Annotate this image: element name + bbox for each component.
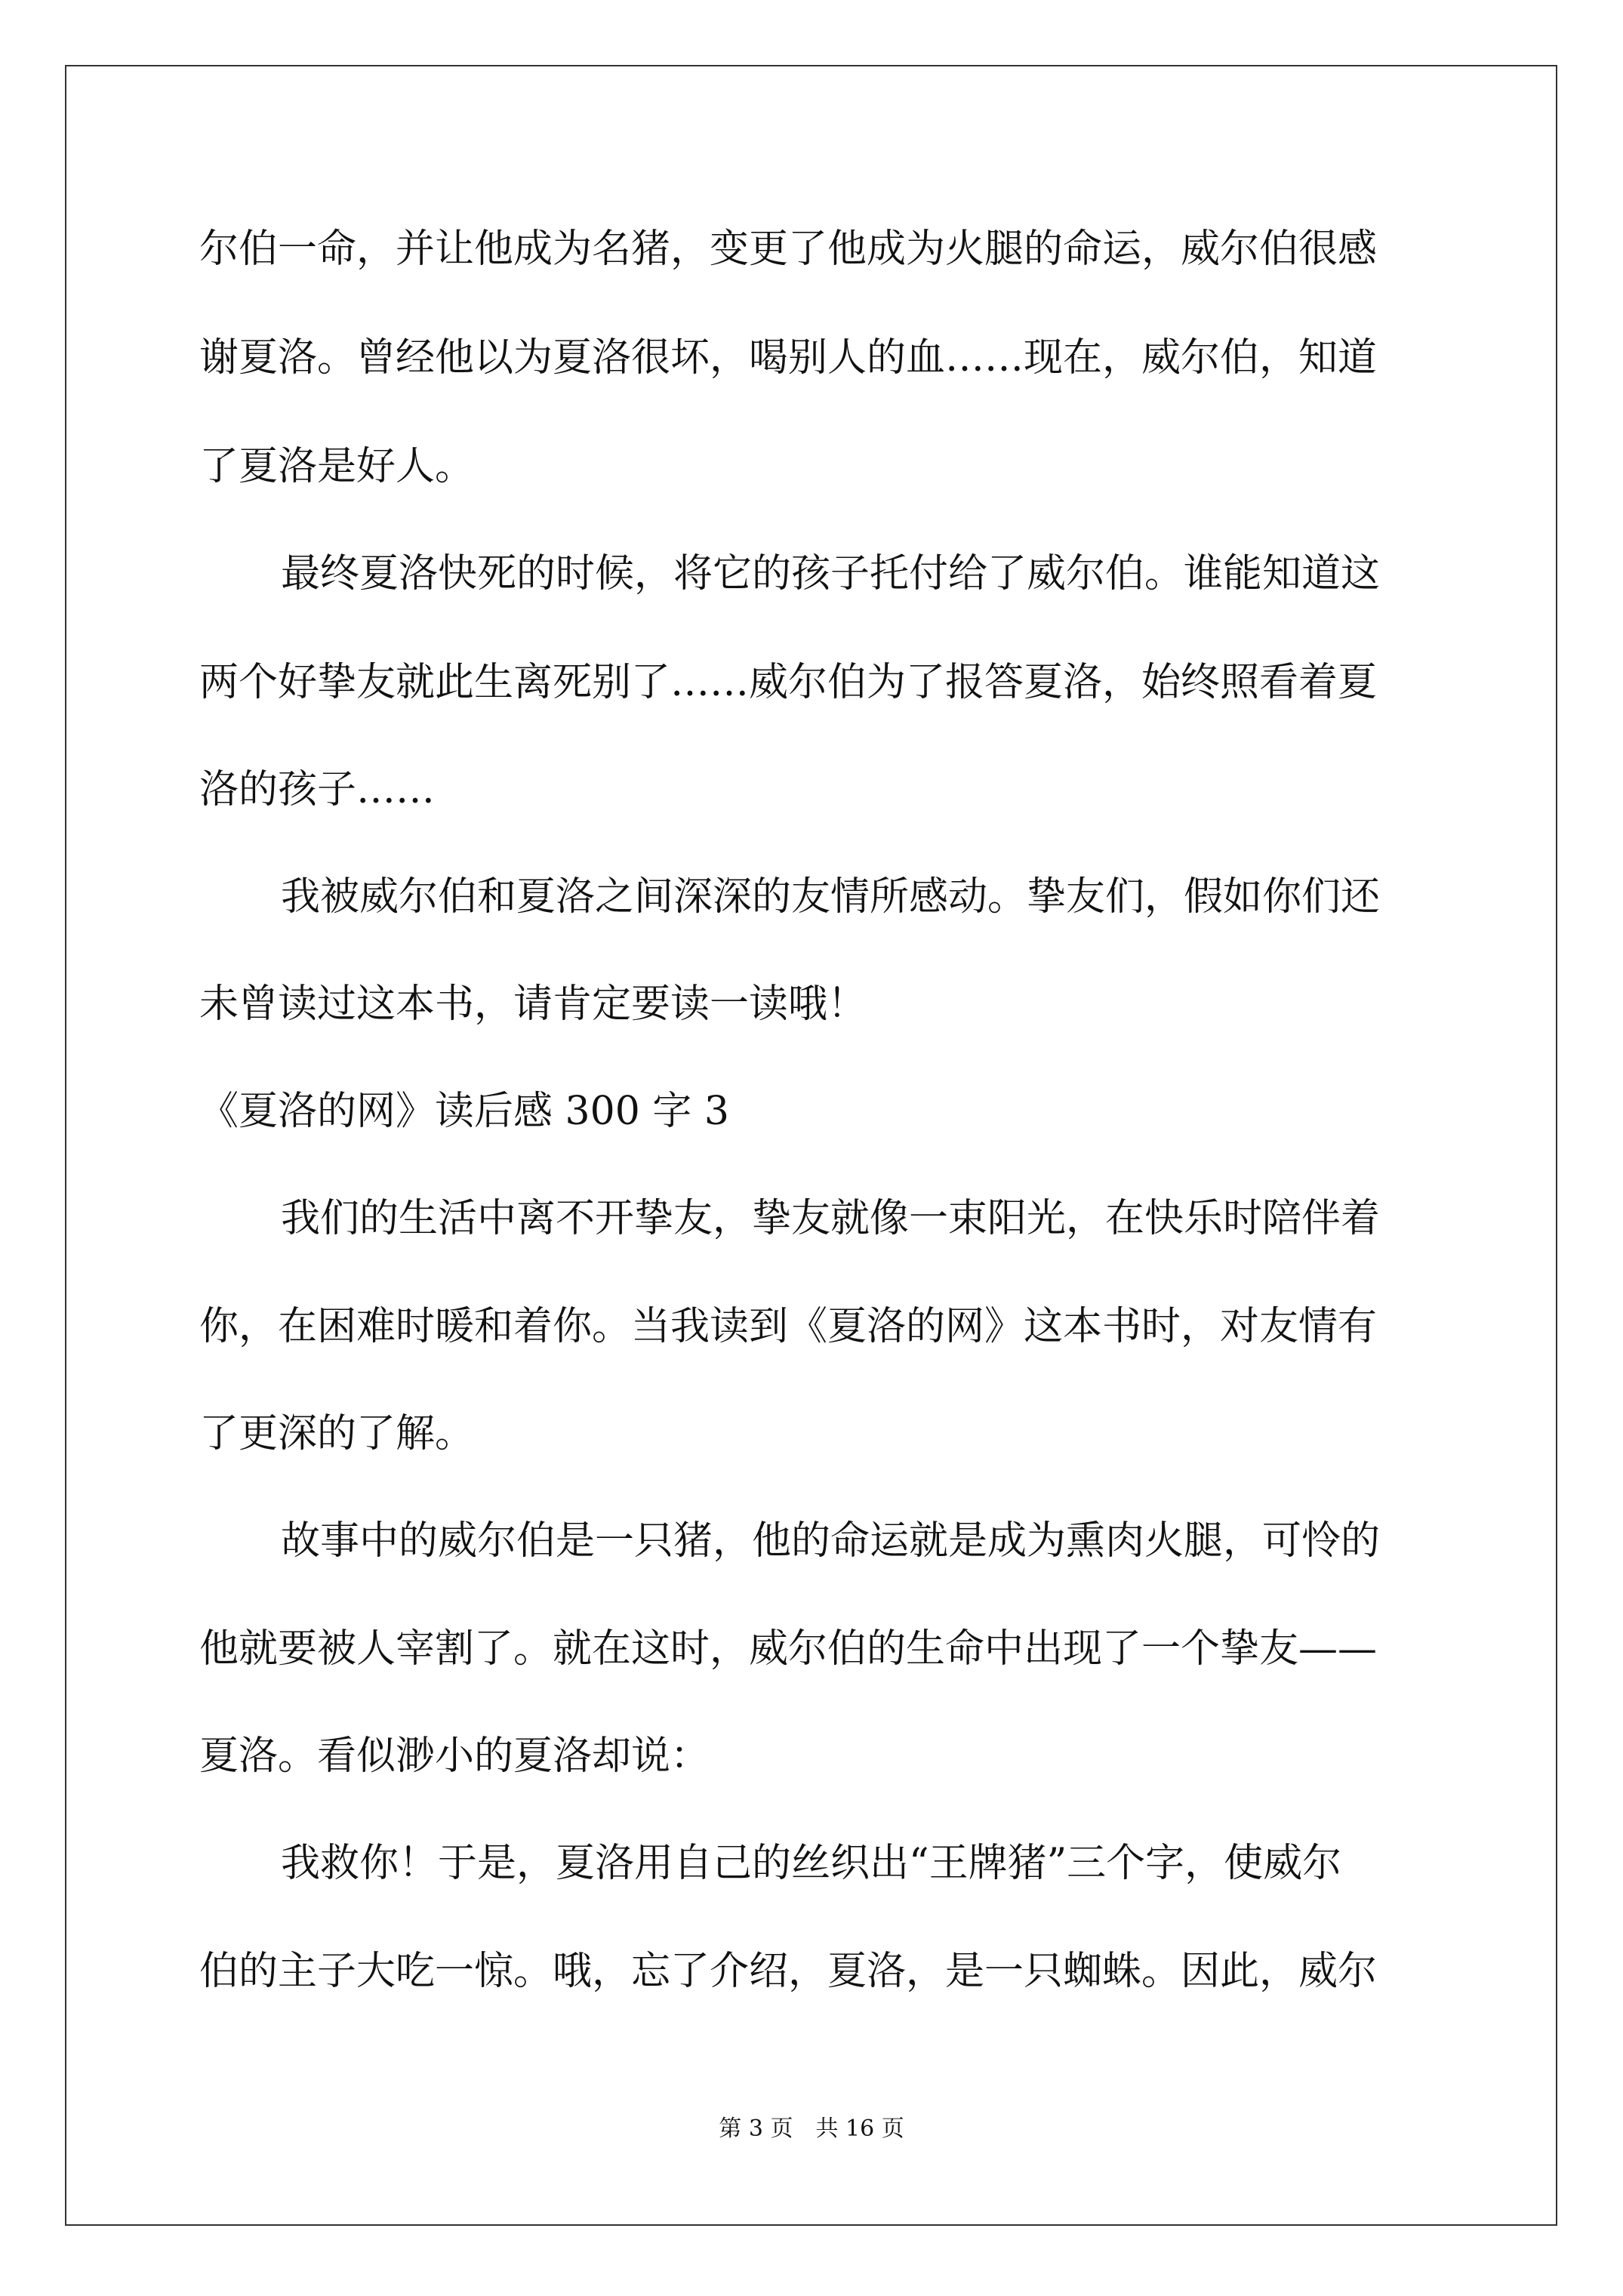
text-line: 了更深的了解。	[199, 1411, 475, 1456]
text-line: 你，在困难时暖和着你。当我读到《夏洛的网》这本书时，对友情有	[199, 1304, 1378, 1349]
text-line: 夏洛。看似渺小的夏洛却说：	[199, 1734, 710, 1779]
page-footer: 第 3 页 共 16 页	[719, 2116, 904, 2142]
text-line: 未曾读过这本书，请肯定要读一读哦！	[199, 982, 867, 1027]
text-line: 谢夏洛。曾经他以为夏洛很坏，喝别人的血……现在，威尔伯，知道	[199, 335, 1378, 381]
text-line: 最终夏洛快死的时候，将它的孩子托付给了威尔伯。谁能知道这	[281, 551, 1381, 596]
text-line: 我救你！于是，夏洛用自己的丝织出“王牌猪”三个字，使威尔	[281, 1841, 1342, 1886]
section-heading: 《夏洛的网》读后感 300 字 3	[199, 1089, 729, 1134]
text-line: 我被威尔伯和夏洛之间深深的友情所感动。挚友们，假如你们还	[281, 874, 1381, 920]
page-border	[65, 65, 1557, 2226]
text-line: 他就要被人宰割了。就在这时，威尔伯的生命中出现了一个挚友——	[199, 1626, 1378, 1672]
text-line: 两个好挚友就此生离死别了……威尔伯为了报答夏洛，始终照看着夏	[199, 660, 1378, 705]
text-line: 我们的生活中离不开挚友，挚友就像一束阳光，在快乐时陪伴着	[281, 1196, 1381, 1241]
text-line: 尔伯一命，并让他成为名猪，变更了他成为火腿的命运，威尔伯很感	[199, 227, 1378, 272]
text-line: 伯的主子大吃一惊。哦，忘了介绍，夏洛，是一只蜘蛛。因此，威尔	[199, 1949, 1378, 1994]
text-line: 故事中的威尔伯是一只猪，他的命运就是成为熏肉火腿，可怜的	[281, 1518, 1381, 1564]
text-line: 洛的孩子……	[199, 767, 436, 812]
text-line: 了夏洛是好人。	[199, 444, 475, 489]
